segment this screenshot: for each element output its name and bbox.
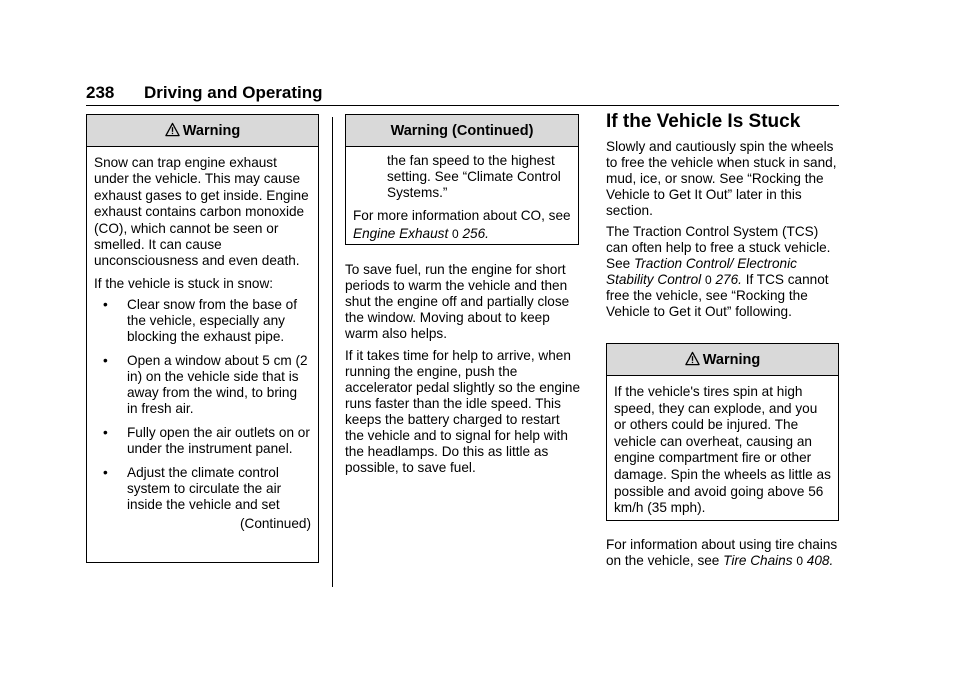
bullet-mark: • <box>103 424 108 440</box>
list-item <box>87 297 311 345</box>
warning-header <box>87 115 318 147</box>
page-header <box>86 82 839 106</box>
tire-chains-prefix: For information about using tire chains on the vehicle, see <box>606 537 838 568</box>
stuck-heading: If the Vehicle Is Stuck <box>606 111 801 132</box>
snow-warning-box <box>86 114 319 563</box>
bullet-mark: • <box>103 352 108 368</box>
warning-icon <box>165 117 180 132</box>
warning-icon <box>685 346 700 361</box>
help-arrive-text: If it takes time for help to arrive, when running the engine, push the accelerator pedal slightly so the engine runs faster than the idle speed. This keeps the battery charged to restart the vehicle and to signal for help with the headlamps. Do this as little as possible, to save fuel. <box>345 348 581 475</box>
co-more-info <box>353 207 571 243</box>
page-number: 238 <box>86 83 115 102</box>
bullet-mark: • <box>103 296 108 312</box>
tire-chains-link[interactable]: Tire Chains <box>723 553 793 568</box>
tire-chains-text <box>606 537 838 569</box>
warning-title: Warning <box>702 352 761 368</box>
page-ref-number[interactable]: 276. <box>715 272 742 287</box>
stuck-in-snow-text: If the vehicle is stuck in snow: <box>94 275 274 291</box>
continued-warning-box <box>345 114 579 245</box>
traction-control-link[interactable]: Traction Control/ Electronic Stability Control <box>606 256 797 287</box>
engine-exhaust-link[interactable]: Engine Exhaust <box>353 226 449 241</box>
fan-speed-text: the fan speed to the highest setting. See “Climate Control Systems.” <box>387 153 561 200</box>
bullet-text: Open a window about 5 cm (2 in) on the vehicle side that is away from the wind, to bring in fresh air. <box>127 352 308 416</box>
tire-spin-warning-box <box>606 343 839 521</box>
page-ref-number[interactable]: 256. <box>462 226 489 241</box>
page-ref-icon: 0 <box>704 273 712 287</box>
list-item <box>87 465 311 513</box>
spin-wheels-text: Slowly and cautiously spin the wheels to free the vehicle when stuck in sand, mud, ice, or snow. See “Rocking the Vehicle to Get It Out” later in this section. <box>606 139 837 218</box>
bullet-text: Adjust the climate control system to circulate the air inside the vehicle and set <box>127 464 282 512</box>
co-more-info-text: For more information about CO, see <box>353 208 571 223</box>
warning-continued-header: Warning (Continued) <box>346 115 578 147</box>
page-ref-number[interactable]: 408. <box>806 553 834 568</box>
tcs-text-suffix: If TCS cannot free the vehicle, see “Rocking the Vehicle to Get it Out” following. <box>606 272 829 319</box>
save-fuel-text: To save fuel, run the engine for short periods to warm the vehicle and then shut the engine off and partially close the window. Moving about to keep warm also helps. <box>345 262 570 341</box>
tcs-text-prefix: The Traction Control System (TCS) can often help to free a stuck vehicle. See <box>606 224 831 271</box>
warning-header <box>607 344 838 376</box>
list-item <box>87 353 311 417</box>
bullet-mark: • <box>103 464 108 480</box>
list-item <box>87 425 311 457</box>
column-divider <box>332 117 333 587</box>
page-ref-icon: 0 <box>796 554 803 568</box>
tcs-text <box>606 224 838 320</box>
exhaust-warning-text: Snow can trap engine exhaust under the vehicle. This may cause exhaust gases to get inside. Engine exhaust contains carbon monoxide (CO), which cannot be seen or smelled. It can cause unconsciousness and even death. <box>94 155 309 269</box>
bullet-text: Clear snow from the base of the vehicle, especially any blocking the exhaust pipe. <box>127 296 298 344</box>
section-title: Driving and Operating <box>144 83 323 102</box>
bullet-text: Fully open the air outlets on or under the instrument panel. <box>127 424 310 456</box>
continued-label: (Continued) <box>239 515 311 531</box>
page-ref-icon: 0 <box>452 227 459 241</box>
warning-title: Warning <box>182 123 241 139</box>
tire-spin-warning-text: If the vehicle's tires spin at high speed, they can explode, and you or others could be injured. The vehicle can overheat, causing an engine compartment fire or other damage. Spin the wheels as little as possible and avoid going above 56 km/h (35 mph). <box>614 384 831 516</box>
